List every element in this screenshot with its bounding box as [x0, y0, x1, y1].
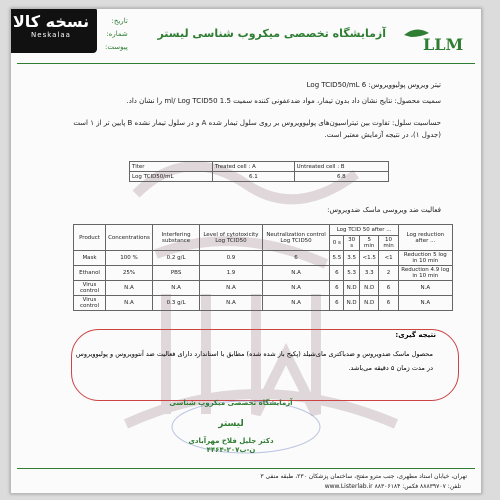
table-cell: 6	[379, 281, 398, 296]
table-cell: 0.2 g/L	[152, 251, 199, 266]
header-divider	[17, 63, 475, 64]
table-cell: 6.1	[213, 172, 295, 182]
document-meta	[105, 15, 128, 54]
table-cell: 5.3	[344, 266, 360, 281]
conclusion-title: نتیجه گیری:	[395, 331, 436, 339]
table-cell: <1	[379, 251, 398, 266]
table-header: Untreated cell : B	[294, 162, 388, 172]
table-cell: N.D	[344, 281, 360, 296]
table-cell: 3.5	[344, 251, 360, 266]
signature-code: ن-ب۲۰۷-۴۴۶۴	[206, 446, 256, 454]
table-header: 30 s	[344, 236, 360, 251]
antiviral-table	[73, 224, 453, 311]
table-header: Neutralization control Log TCID50	[262, 225, 330, 251]
brand-text: LLM	[423, 35, 463, 53]
table-header: Treated cell : A	[213, 162, 295, 172]
table-cell: 6.8	[294, 172, 388, 182]
table-cell: N.A	[262, 281, 330, 296]
table-cell: N.A	[398, 296, 452, 311]
table-header: Concentrations	[106, 225, 153, 251]
titer-table	[129, 161, 389, 182]
table-cell: Mask	[74, 251, 106, 266]
table-row	[130, 162, 389, 172]
table-cell: 1.9	[200, 266, 262, 281]
meta-attachment: پیوست:	[105, 43, 128, 51]
signature-name: لیستر	[218, 419, 244, 429]
table-cell: Virus control	[74, 281, 106, 296]
standard-line: سمیت محصول: نتایج نشان داد بدون تیمار، مواد ضدعفونی کننده سمیت 1.5 ml/ Log TCID50 را نشان داد.	[126, 97, 441, 105]
table-header: Titer	[130, 162, 213, 172]
table-row	[74, 296, 453, 311]
table-cell: 6	[330, 266, 344, 281]
table-cell: N.A	[106, 281, 153, 296]
table-cell: N.A	[398, 281, 452, 296]
meta-date: تاریخ:	[111, 17, 128, 25]
table-cell: 2	[379, 266, 398, 281]
table-cell: 6	[262, 251, 330, 266]
table-cell: N.D	[344, 296, 360, 311]
table-cell: Log TCID50/mL	[130, 172, 213, 182]
logo-latin: Neskalaa	[31, 31, 71, 39]
table-cell: <1.5	[360, 251, 379, 266]
table-row	[74, 266, 453, 281]
table-cell: Ethanol	[74, 266, 106, 281]
document-page	[10, 8, 482, 494]
table-header: Level of cytotoxicity Log TCID50	[200, 225, 262, 251]
table2-heading: فعالیت ضد ویروسی ماسک ضدویروس:	[327, 206, 441, 214]
titer-line: تیتر ویروس پولیوویروس: 6 Log TCID50/mL	[306, 81, 441, 89]
table-cell: Reduction 5 log in 10 min	[398, 251, 452, 266]
table-row	[74, 251, 453, 266]
table-cell: 25%	[106, 266, 153, 281]
table-cell: 6	[330, 281, 344, 296]
signature-lab: آزمایشگاه تخصصی میکروب شناسی	[169, 399, 293, 407]
table-cell: N.A	[106, 296, 153, 311]
footer-divider	[17, 468, 475, 469]
table-cell: N.A	[262, 266, 330, 281]
site-logo	[10, 8, 97, 53]
table-cell: N.A	[200, 281, 262, 296]
table-cell: Virus control	[74, 296, 106, 311]
table-cell: N.A	[262, 296, 330, 311]
table-cell: 0.9	[200, 251, 262, 266]
table-header: Interfering substance	[152, 225, 199, 251]
table-cell: PBS	[152, 266, 199, 281]
meta-number: شماره:	[106, 30, 128, 38]
table-cell: 6	[330, 296, 344, 311]
table-header: 10 min	[379, 236, 398, 251]
table-cell: N.A	[152, 281, 199, 296]
table-cell: 6	[379, 296, 398, 311]
table-cell: 3.3	[360, 266, 379, 281]
table-cell: 5.5	[330, 251, 344, 266]
sensitivity-line: حساسیت سلول: تفاوت بین تیتراسیون‌های پولیوویروس بر روی سلول تیمار شده A و در سلول تیمار نشده B پایین تر از ۱ است (جدول ۱)، در نتیجه آزمایش معتبر است.	[73, 119, 441, 139]
table-cell: N.D	[360, 281, 379, 296]
footer-address: تهران، خیابان استاد مطهری، جنب مترو مفتح، ساختمان پزشکان ۲۳۰، طبقه منفی ۳	[260, 473, 467, 480]
table-cell: 100 %	[106, 251, 153, 266]
signature-doctor: دکتر جلیل فلاح مهرآبادی	[188, 437, 274, 445]
table-header-row	[74, 225, 453, 236]
table-cell: N.A	[200, 296, 262, 311]
lab-title: آزمایشگاه تخصصی میکروب شناسی لیستر	[157, 27, 386, 40]
table-header: Log TCID 50 after ...	[330, 225, 398, 236]
table-cell: Reduction 4.9 log in 10 min	[398, 266, 452, 281]
table-header: 0 s	[330, 236, 344, 251]
logo-text: نسخه کالا	[12, 12, 90, 31]
table-header: Log reduction after ...	[398, 225, 452, 251]
conclusion-text: محصول ماسک ضدویروس و ضدباکتری مای‌شیلد (پکیج باز شده شده) مطابق با استاندارد دارای فعالیت ضد آنتوویروس و پولیوویروس در مدت زمان ۵ دقیقه می‌باشد.	[75, 350, 433, 372]
table-cell: N.D	[360, 296, 379, 311]
brand-logo	[401, 23, 463, 53]
table-row	[74, 281, 453, 296]
table-header: Product	[74, 225, 106, 251]
table-header: 5 min	[360, 236, 379, 251]
table-row	[130, 172, 389, 182]
footer-contact: تلفن: ۸۸۸۳۹۷۰۷ فکس: ۸۸۳۰۶۱۸۴ www.Listerlab.ir	[324, 483, 461, 490]
table-cell: 0.3 g/L	[152, 296, 199, 311]
